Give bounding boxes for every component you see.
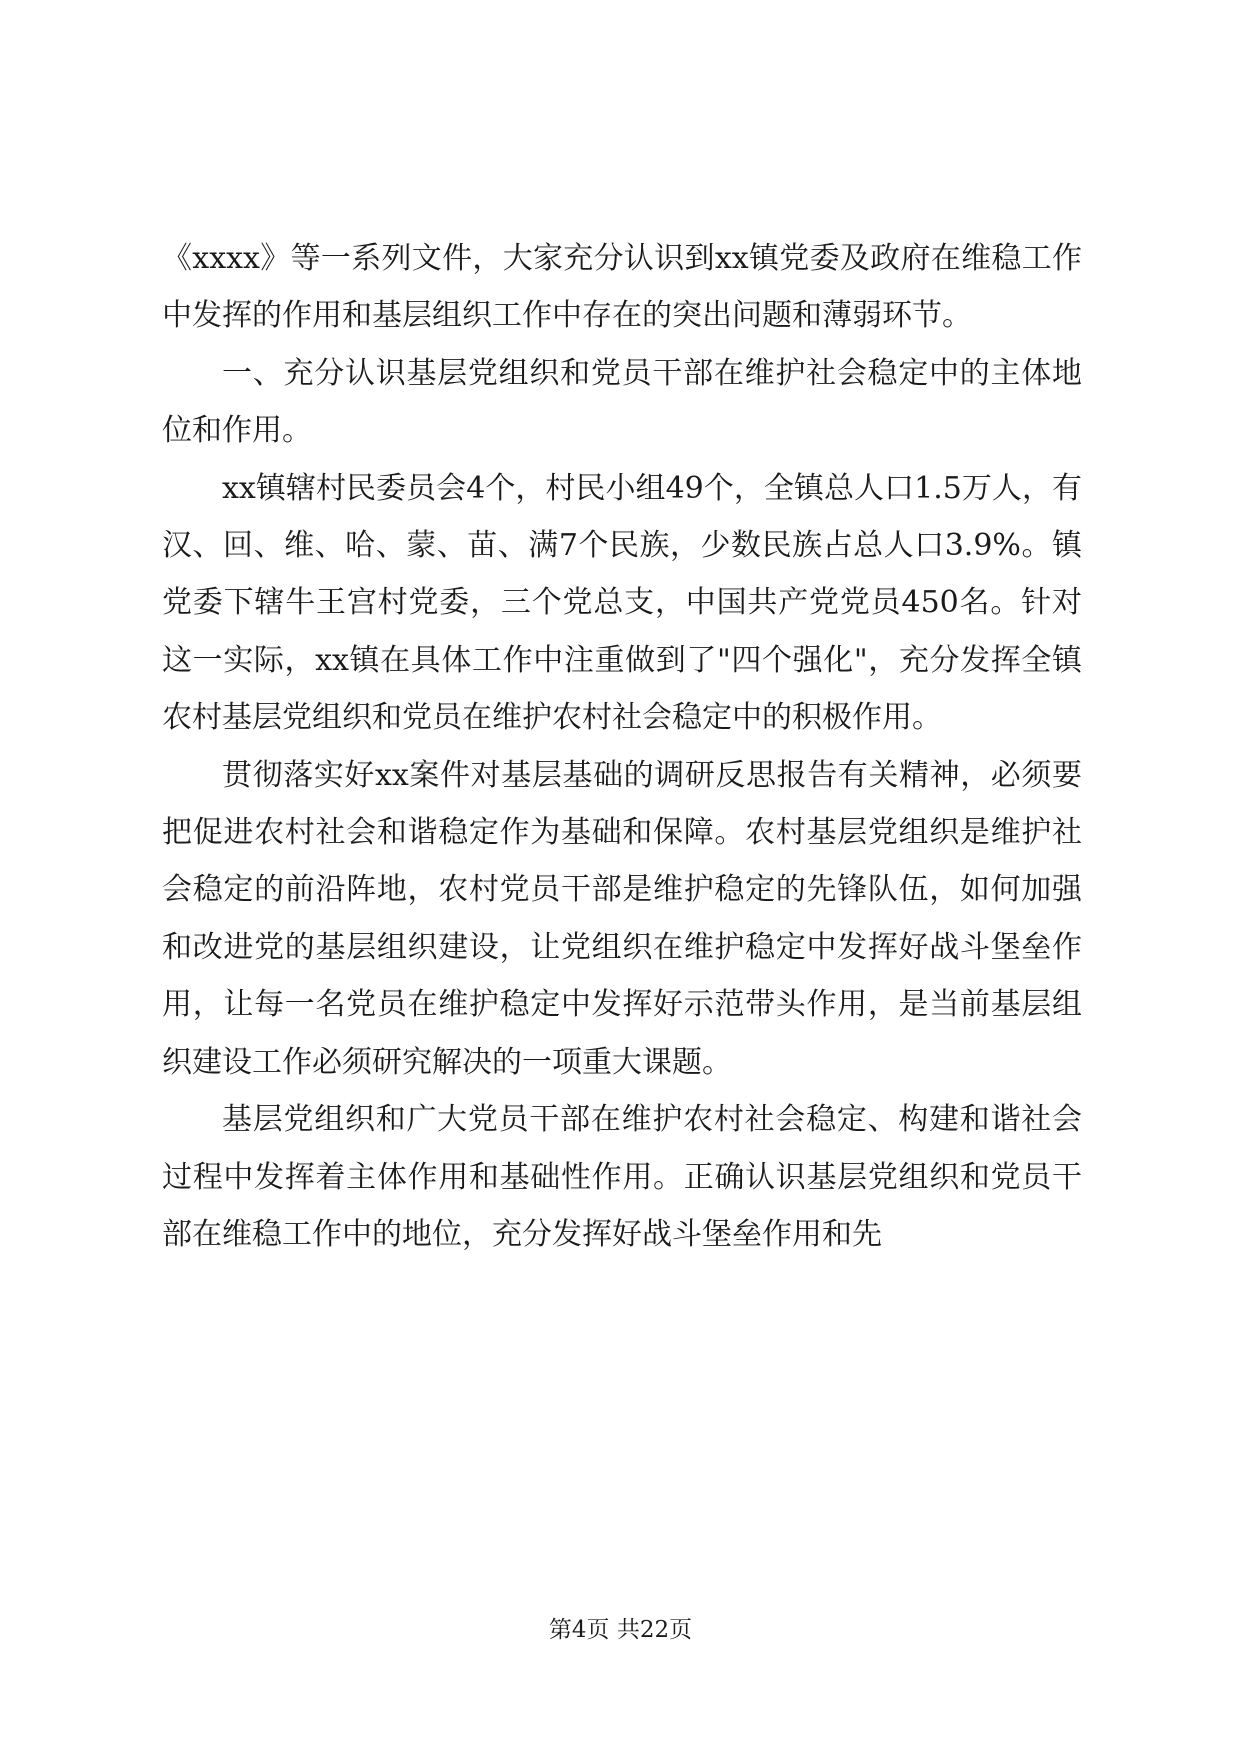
page-number-footer: 第4页 共22页 [548,1617,693,1643]
paragraph-continuation: 《xxxx》等一系列文件，大家充分认识到xx镇党委及政府在维稳工作中发挥的作用和基层组织工作中存在的突出问题和薄弱环节。 [162,241,1082,334]
paragraph-grassroots-role: 基层党组织和广大党员干部在维护农村社会稳定、构建和谐社会过程中发挥着主体作用和基础性作用。正确认识基层党组织和党员干部在维稳工作中的地位，充分发挥好战斗堡垒作用和先 [162,1102,1082,1252]
paragraph-town-overview: xx镇辖村民委员会4个，村民小组49个，全镇总人口1.5万人，有汉、回、维、哈、蒙、苗、满7个民族，少数民族占总人口3.9%。镇党委下辖牛王宫村党委，三个党总支，中国共产党党员450名。针对这一实际，xx镇在具体工作中注重做到了"四个强化"，充分发挥全镇农村基层党组织和党员在维护农村社会稳定中的积极作用。 [162,470,1082,736]
body-text [162,230,1082,1263]
paragraph-implementation: 贯彻落实好xx案件对基层基础的调研反思报告有关精神，必须要把促进农村社会和谐稳定作为基础和保障。农村基层党组织是维护社会稳定的前沿阵地，农村党员干部是维护稳定的先锋队伍，如何加强和改进党的基层组织建设，让党组织在维护稳定中发挥好战斗堡垒作用，让每一名党员在维护稳定中发挥好示范带头作用，是当前基层组织建设工作必须研究解决的一项重大课题。 [162,757,1082,1080]
paragraph-section-heading: 一、充分认识基层党组织和党员干部在维护社会稳定中的主体地位和作用。 [162,355,1082,449]
